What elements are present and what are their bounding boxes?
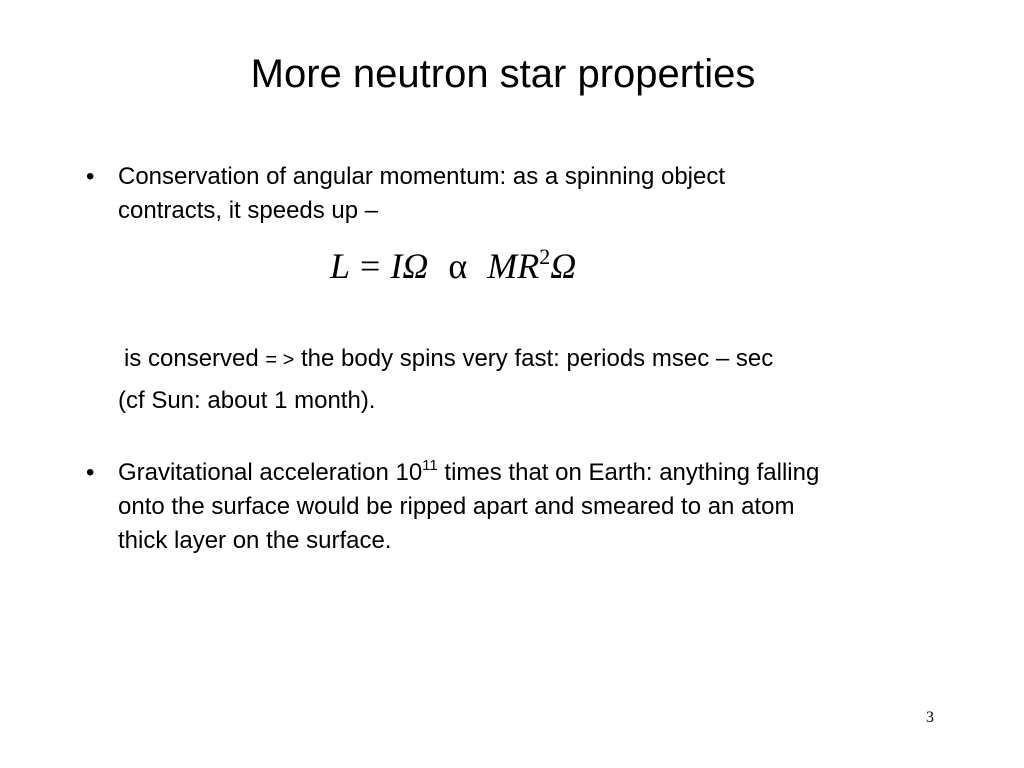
bullet2-exponent: 11 xyxy=(422,457,438,474)
bullet2-line1 xyxy=(118,456,978,490)
bullet-angular-momentum xyxy=(118,160,978,228)
conserved-line xyxy=(124,344,773,375)
bullet2-line3: thick layer on the surface. xyxy=(118,527,392,554)
angular-momentum-equation xyxy=(330,244,576,288)
spins-fast-text: the body spins very fast: periods msec – sec xyxy=(301,345,774,372)
bullet1-line2: contracts, it speeds up – xyxy=(118,197,379,224)
sun-comparison: (cf Sun: about 1 month). xyxy=(118,387,376,414)
implies-arrow: = > xyxy=(265,349,295,371)
equation-proportional: α xyxy=(448,246,468,286)
equation-l: L xyxy=(330,246,351,286)
bullet-marker: • xyxy=(86,459,95,486)
bullet2-suffix: times that on Earth: anything falling xyxy=(437,459,820,486)
slide-title: More neutron star properties xyxy=(250,52,756,96)
equation-exponent: 2 xyxy=(539,244,551,269)
bullet2-line2: onto the surface would be ripped apart and smeared to an atom xyxy=(118,493,795,520)
bullet-gravitational-acceleration xyxy=(118,456,978,558)
equation-mr: MR xyxy=(487,246,540,286)
bullet1-line1: Conservation of angular momentum: as a spinning object xyxy=(118,163,726,190)
conserved-text: is conserved xyxy=(124,345,259,372)
bullet-marker: • xyxy=(86,163,95,190)
equation-equals: = xyxy=(360,246,381,286)
equation-omega: Ω xyxy=(402,246,429,286)
equation-i: I xyxy=(390,246,403,286)
bullet2-prefix: Gravitational acceleration 10 xyxy=(118,459,423,486)
equation-omega-2: Ω xyxy=(550,246,577,286)
page-number: 3 xyxy=(926,709,934,726)
